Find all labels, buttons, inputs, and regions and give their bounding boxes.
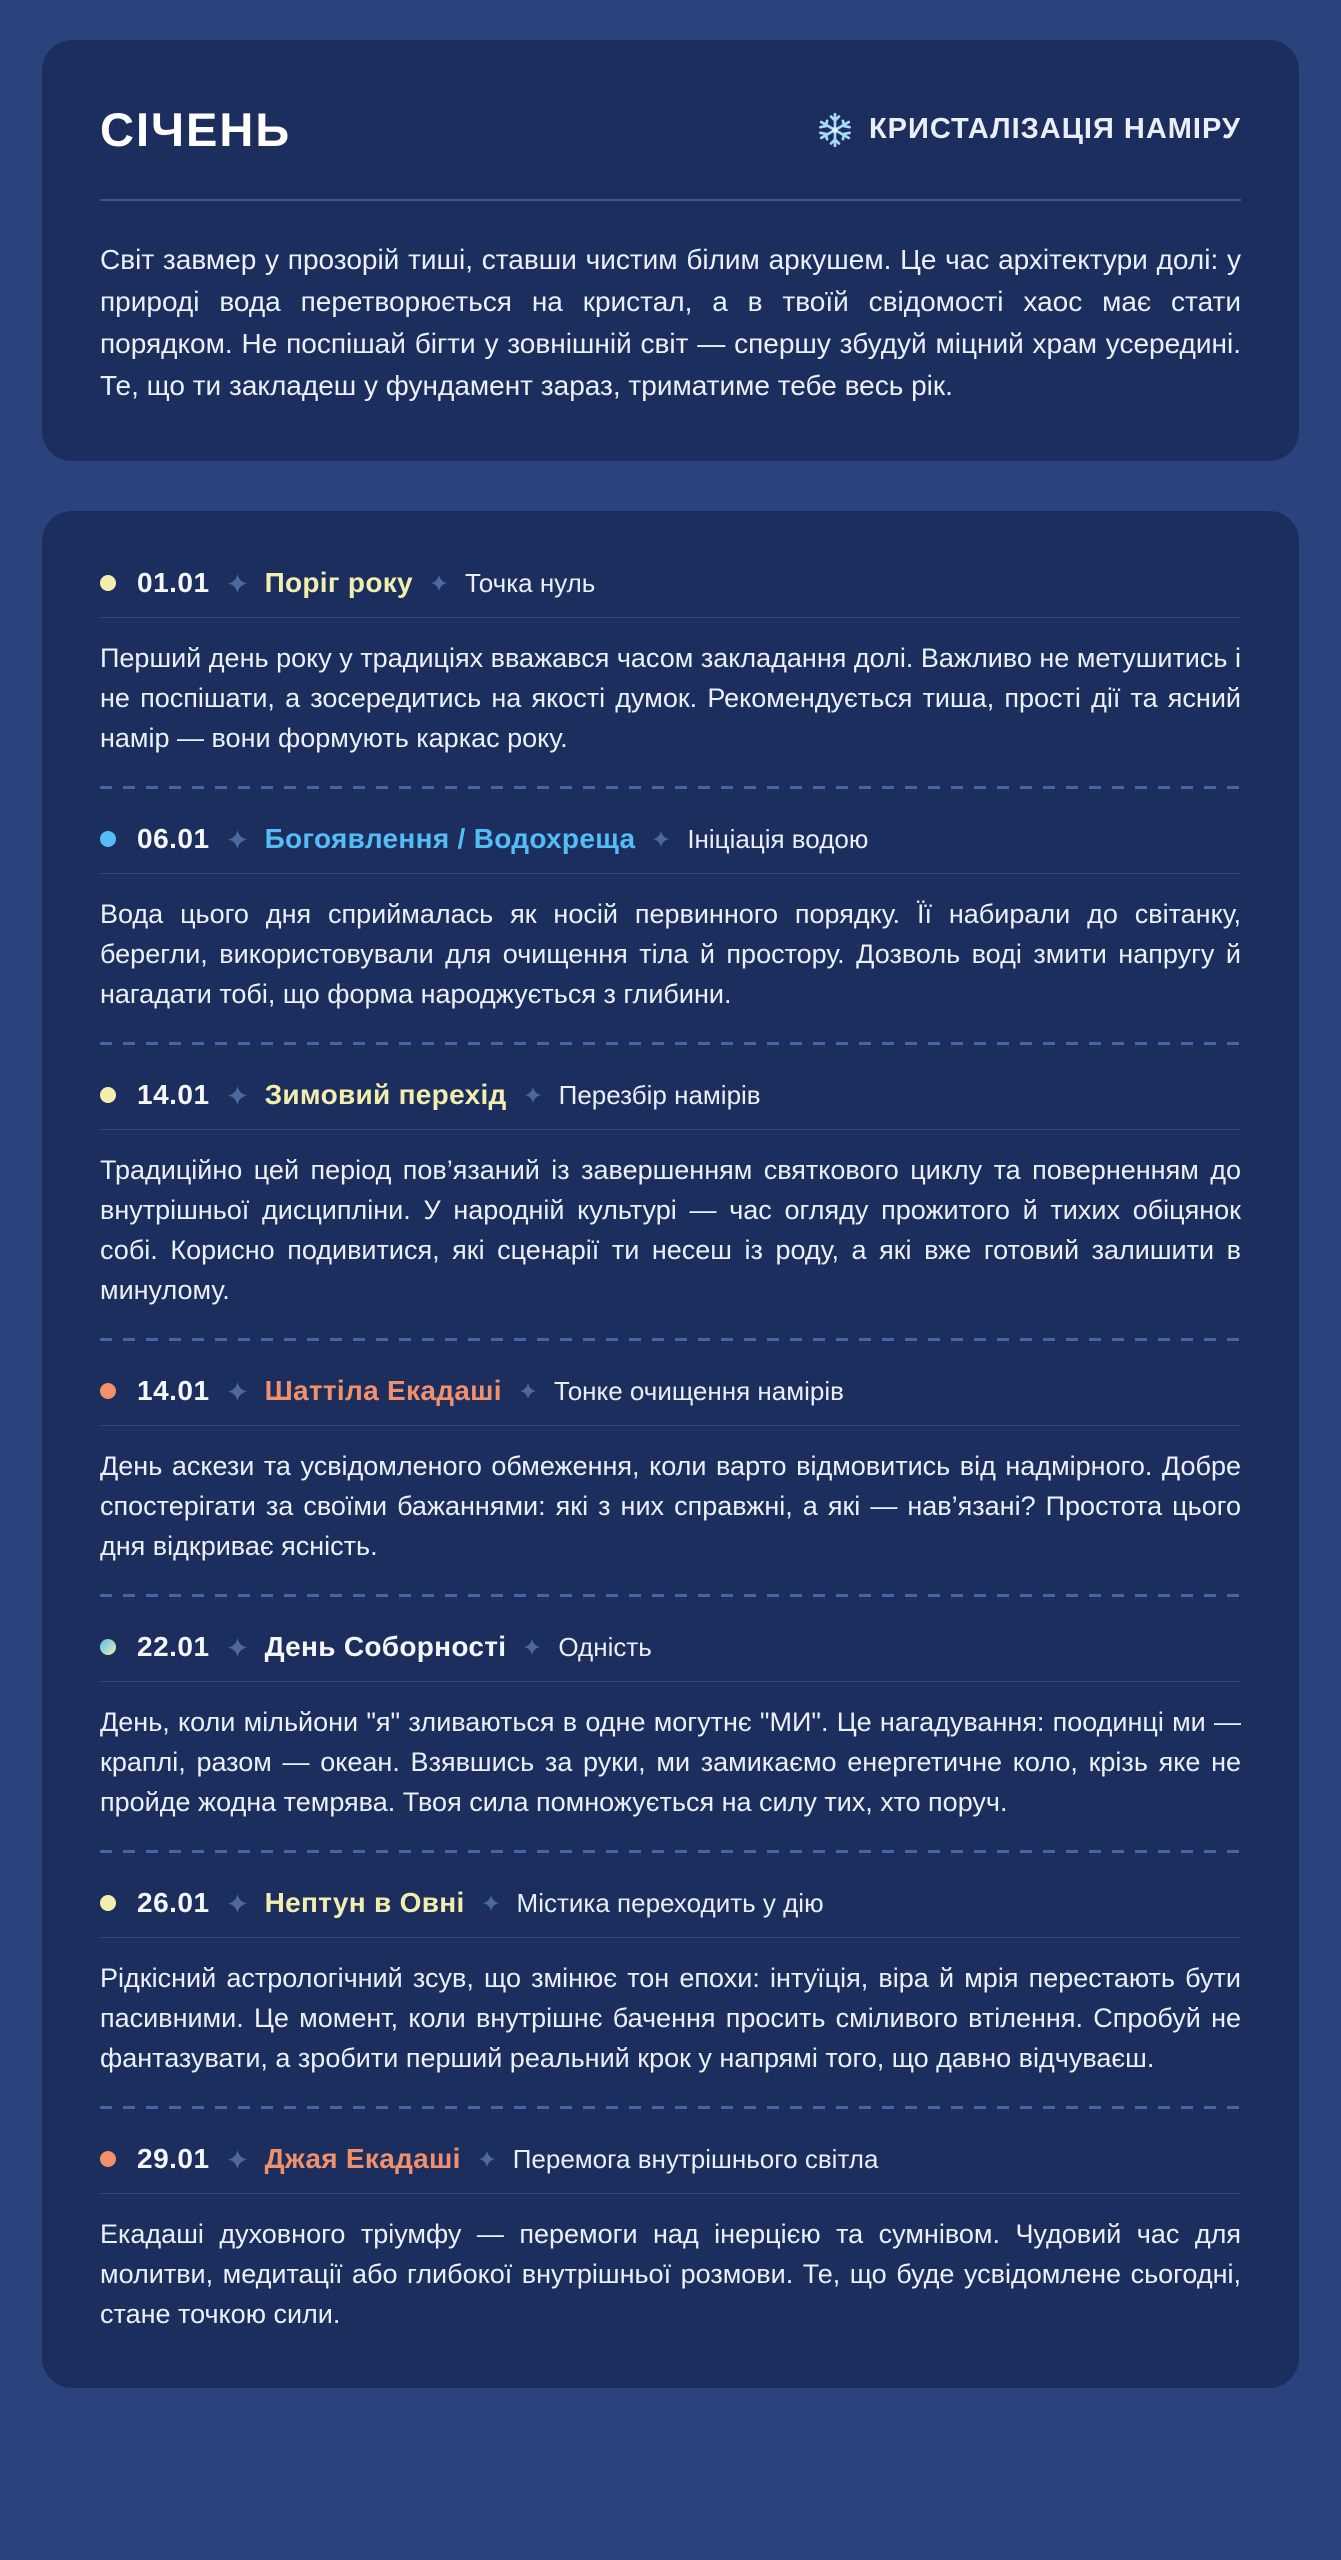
event-item (100, 1375, 1241, 1597)
event-subtitle: Перезбір намірів (558, 1080, 761, 1110)
dashed-divider (100, 1338, 1241, 1341)
event-date: 22.01 (137, 1631, 210, 1662)
event-header (100, 1631, 1241, 1663)
sparkle-icon (227, 1381, 248, 1402)
dashed-divider (100, 1850, 1241, 1853)
event-header (100, 1375, 1241, 1407)
event-item (100, 1631, 1241, 1853)
event-header (100, 567, 1241, 599)
sparkle-icon (519, 1382, 537, 1400)
dashed-divider (100, 1594, 1241, 1597)
header-divider (100, 199, 1241, 201)
event-title: Зимовий перехід (264, 1079, 507, 1110)
event-title: Богоявлення / Водохреща (264, 823, 636, 854)
sparkle-icon (227, 573, 248, 594)
month-header-row (100, 102, 1241, 157)
event-subtitle: Точка нуль (464, 568, 596, 598)
month-intro-text: Світ завмер у прозорій тиші, ставши чистим білим аркушем. Це час архітектури долі: у природі вода перетворюється на кристал, а в твоїй свідомості хаос має стати порядком. Не поспішай бігти у зовнішній світ — спершу збудуй міцний храм усередині. Те, що ти закладеш у фундамент зараз, триматиме тебе весь рік. (100, 244, 1241, 401)
event-header (100, 2143, 1241, 2175)
sparkle-icon (482, 1894, 500, 1912)
event-description: Екадаші духовного тріумфу — перемоги над інерцією та сумнівом. Чудовий час для молитви, медитації або глибокої внутрішньої розмови. Те, що буде усвідомлене сьогодні, стане точкою сили. (100, 2219, 1241, 2329)
event-header-underline (100, 1681, 1241, 1682)
event-item (100, 1887, 1241, 2109)
event-date: 29.01 (137, 2143, 210, 2174)
event-description: Перший день року у традиціях вважався часом закладання долі. Важливо не метушитись і не поспішати, а зосередитись на якості думок. Рекомендується тиша, прості дії та ясний намір — вони формують каркас року. (100, 643, 1241, 753)
event-description: Традиційно цей період пов’язаний із завершенням святкового циклу та поверненням до внутрішньої дисципліни. У народній культурі — час огляду прожитого й тихих обіцянок собі. Корисно подивитися, які сценарії ти несеш із роду, а які вже готовий залишити в минулому. (100, 1155, 1241, 1305)
event-date: 01.01 (137, 567, 210, 598)
event-dot-icon (100, 1383, 116, 1399)
events-card (42, 511, 1299, 2388)
dashed-divider (100, 786, 1241, 789)
event-title: Нептун в Овні (264, 1887, 465, 1918)
sparkle-icon (478, 2150, 496, 2168)
month-title: СІЧЕНЬ (100, 103, 292, 156)
event-header-underline (100, 873, 1241, 874)
event-description: Вода цього дня сприймалась як носій первинного порядку. Її набирали до світанку, берегли, використовували для очищення тіла й простору. Дозволь воді змити напругу й нагадати тобі, що форма народжується з глибини. (100, 899, 1241, 1009)
event-item (100, 1079, 1241, 1341)
event-title: Шаттіла Екадаші (264, 1375, 502, 1406)
events-list (100, 567, 1241, 2334)
event-dot-icon (100, 2151, 116, 2167)
month-theme (816, 111, 1241, 149)
event-header (100, 1079, 1241, 1111)
event-title: Джая Екадаші (264, 2143, 461, 2174)
month-theme-label: КРИСТАЛІЗАЦІЯ НАМІРУ (868, 113, 1241, 145)
event-item (100, 567, 1241, 789)
event-header-underline (100, 2193, 1241, 2194)
event-date: 26.01 (137, 1887, 210, 1918)
event-header (100, 1887, 1241, 1919)
event-subtitle: Містика переходить у дію (516, 1888, 824, 1918)
event-title: Поріг року (264, 567, 413, 598)
event-header-underline (100, 1937, 1241, 1938)
event-dot-icon (100, 575, 116, 591)
event-subtitle: Тонке очищення намірів (553, 1376, 844, 1406)
event-description: День аскези та усвідомленого обмеження, коли варто відмовитись від надмірного. Добре спостерігати за своїми бажаннями: які з них справжні, а які — нав’язані? Простота цього дня відкриває ясність. (100, 1451, 1241, 1561)
dashed-divider (100, 1042, 1241, 1045)
sparkle-icon (227, 2149, 248, 2170)
event-date: 06.01 (137, 823, 210, 854)
event-subtitle: Ініціація водою (687, 824, 869, 854)
event-header-underline (100, 1425, 1241, 1426)
sparkle-icon (227, 1085, 248, 1106)
sparkle-icon (227, 829, 248, 850)
sparkle-icon (227, 1893, 248, 1914)
event-dot-icon (100, 831, 116, 847)
event-date: 14.01 (137, 1079, 210, 1110)
month-header-card (42, 40, 1299, 461)
snowflake-icon (816, 111, 854, 149)
sparkle-icon (227, 1637, 248, 1658)
event-description: Рідкісний астрологічний зсув, що змінює тон епохи: інтуїція, віра й мрія перестають бути пасивними. Це момент, коли внутрішнє бачення просить сміливого втілення. Спробуй не фантазувати, а зробити перший реальний крок у напрямі того, що давно відчуваєш. (100, 1963, 1241, 2073)
event-description: День, коли мільйони "я" зливаються в одне могутнє "МИ". Це нагадування: поодинці ми — краплі, разом — океан. Взявшись за руки, ми замикаємо енергетичне коло, крізь яке не пройде жодна темрява. Твоя сила помножується на силу тих, хто поруч. (100, 1707, 1241, 1817)
event-subtitle: Одність (558, 1632, 652, 1662)
event-header-underline (100, 617, 1241, 618)
event-item (100, 2143, 1241, 2334)
event-item (100, 823, 1241, 1045)
sparkle-icon (652, 830, 670, 848)
event-dot-icon (100, 1639, 116, 1655)
dashed-divider (100, 2106, 1241, 2109)
sparkle-icon (523, 1638, 541, 1656)
event-header (100, 823, 1241, 855)
sparkle-icon (524, 1086, 542, 1104)
event-header-underline (100, 1129, 1241, 1130)
event-dot-icon (100, 1895, 116, 1911)
event-title: День Соборності (264, 1631, 507, 1662)
event-dot-icon (100, 1087, 116, 1103)
event-date: 14.01 (137, 1375, 210, 1406)
sparkle-icon (430, 574, 448, 592)
event-subtitle: Перемога внутрішнього світла (512, 2144, 879, 2174)
